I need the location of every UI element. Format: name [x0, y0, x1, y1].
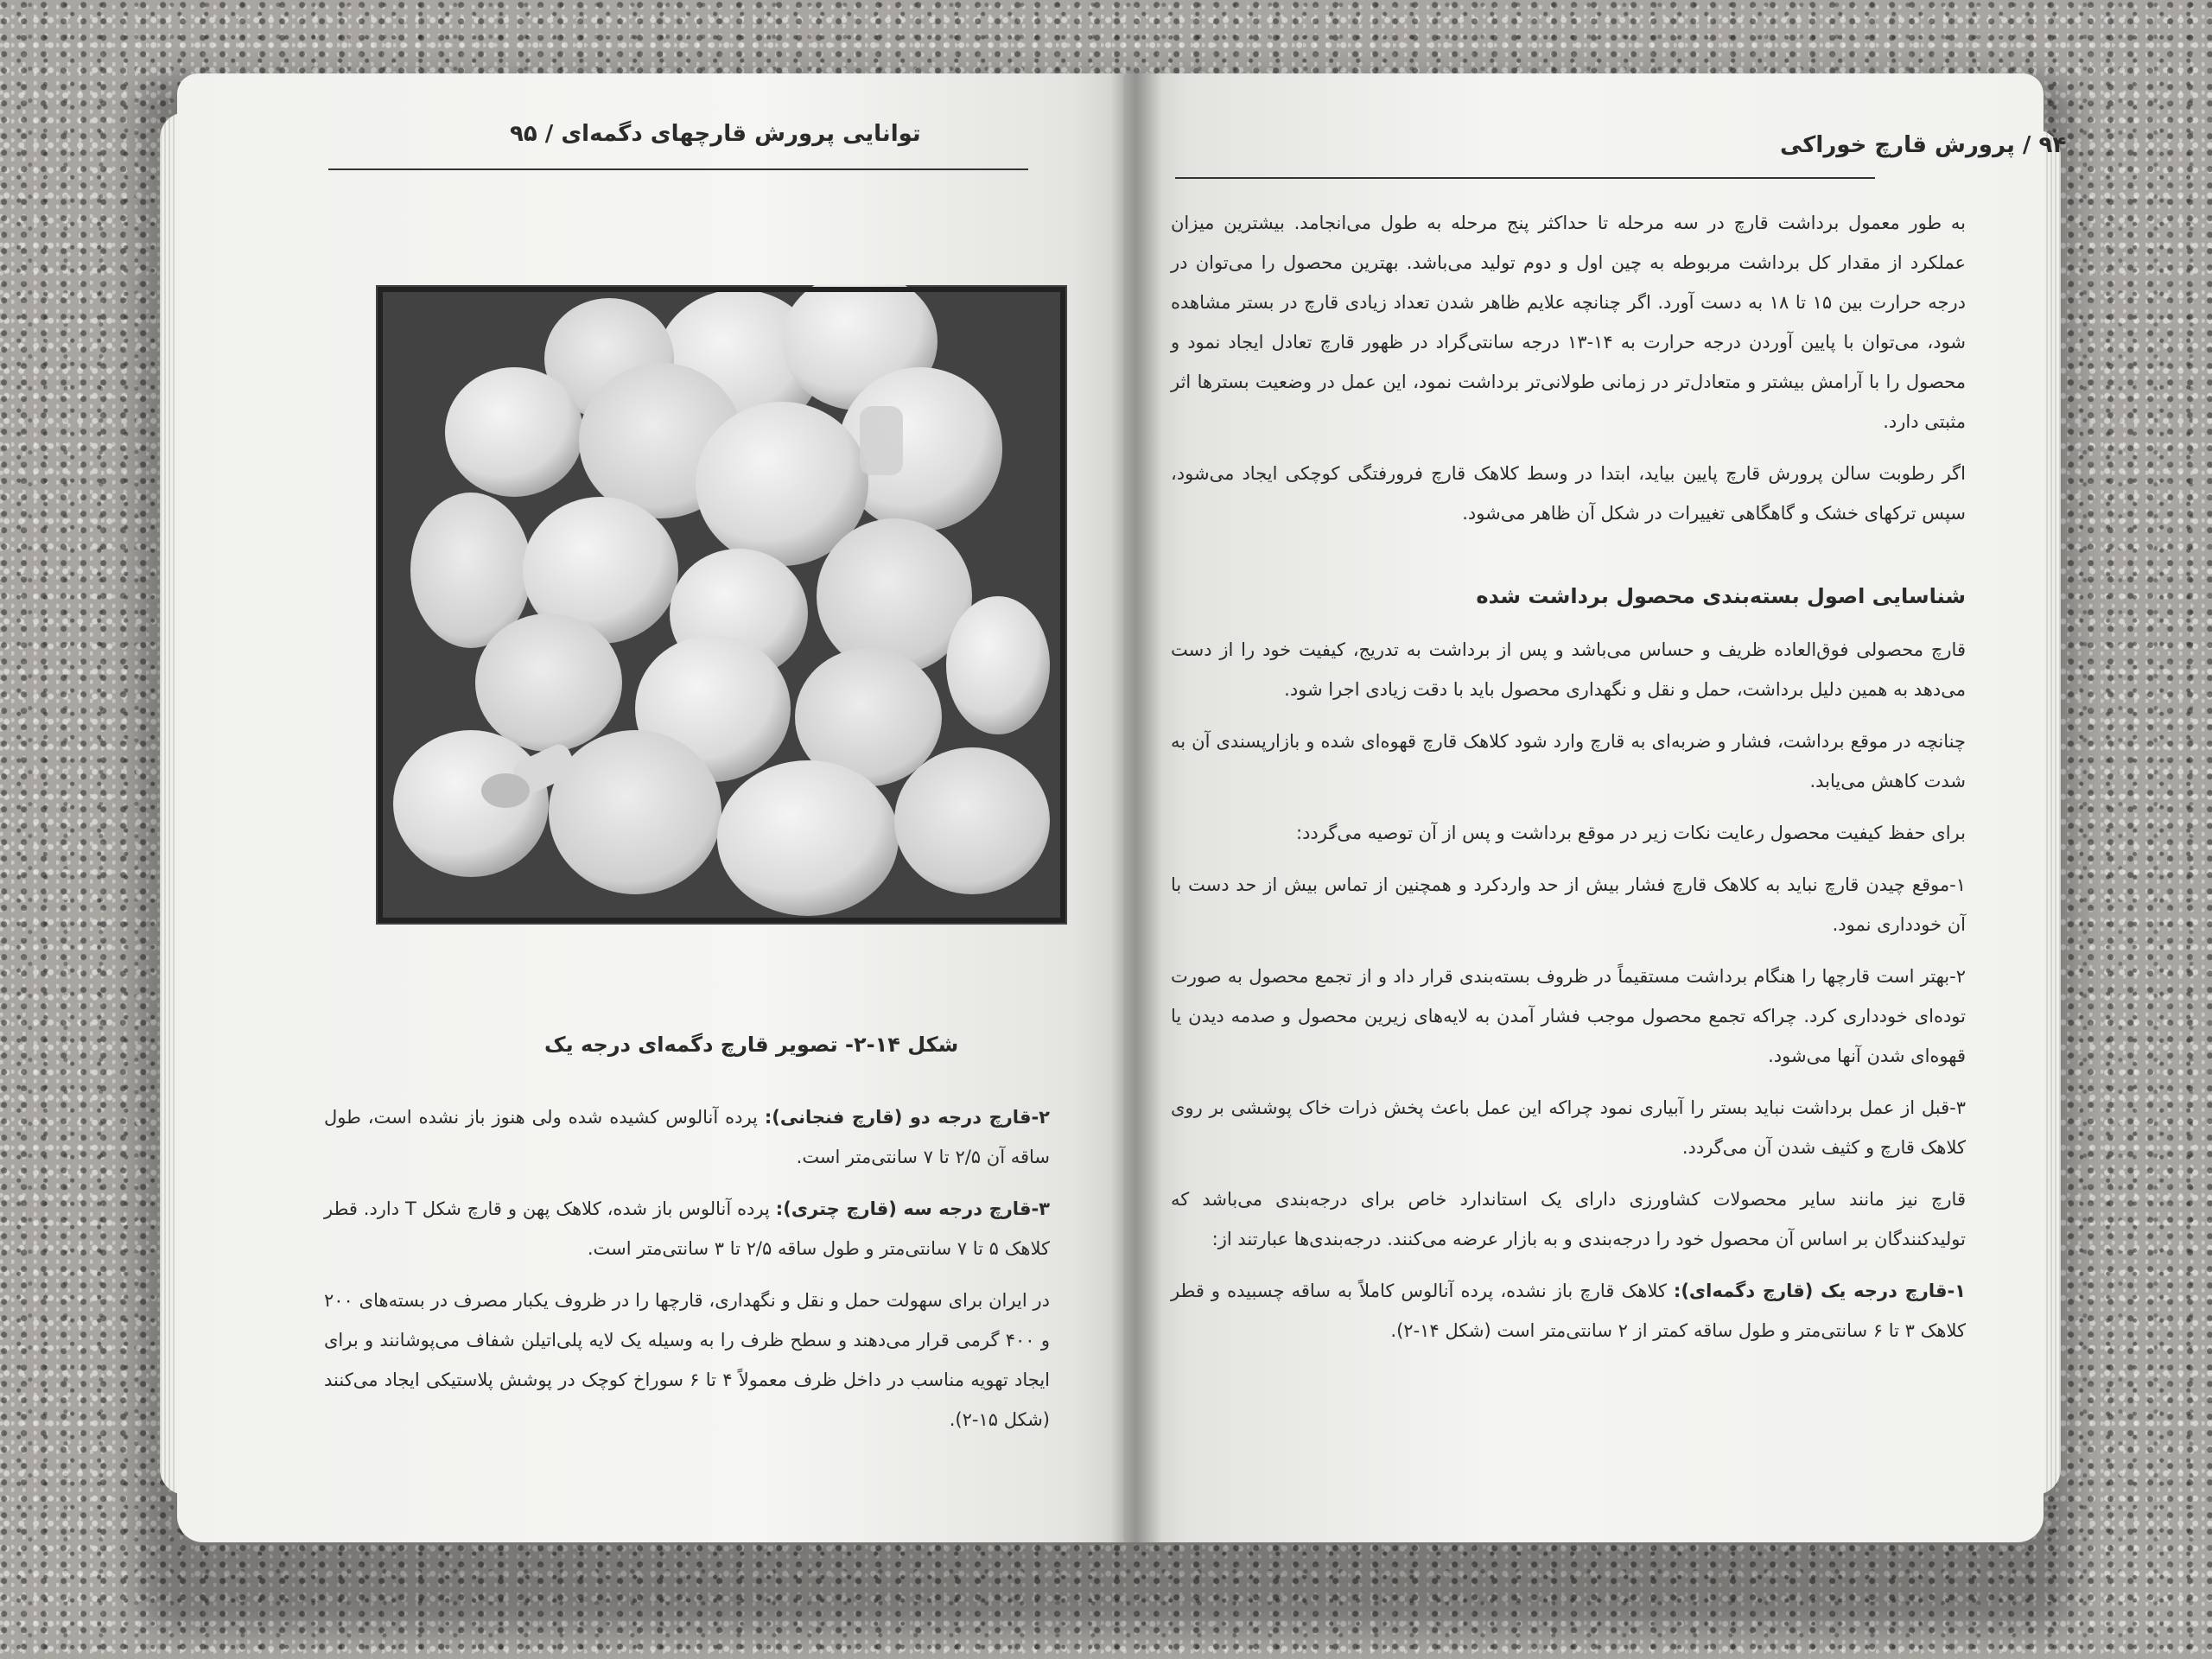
left-body-text: [324, 1097, 1050, 1452]
intro-paragraph-1: به طور معمول برداشت قارچ در سه مرحله تا حداکثر پنج مرحله به طول می‌انجامد. بیشترین میزان عملکرد از مقدار کل برداشت مربوطه به چین اول و دوم تولید می‌باشد. بهترین محصول را می‌توان در درجه حرارت بین ۱۵ تا ۱۸ به دست آورد. اگر چنانچه علایم ظاهر شدن تعداد زیادی قارچ در بستر مشاهده شود، می‌توان با پایین آوردن درجه حرارت به ۱۴-۱۳ درجه سانتی‌گراد در ظهور قارچ تعادل ایجاد نمود و محصول را با آرامش بیشتر و متعادل‌تر در زمانی طولانی‌تر برداشت نمود، این عمل در وضعیت بسترها اثر مثبتی دارد.: [1171, 213, 1966, 432]
right-head-rule: [1175, 177, 1875, 179]
grade-one-text: کلاهک قارچ باز نشده، پرده آنالوس کاملاً به ساقه چسبیده و قطر کلاهک ۳ تا ۶ سانتی‌متر و طول ساقه کمتر از ۲ سانتی‌متر است (شکل ۱۴-۲).: [1171, 1281, 1966, 1341]
intro-paragraph-2: اگر رطوبت سالن پرورش قارچ پایین بیاید، ابتدا در وسط کلاهک قارچ فرورفتگی کوچکی ایجاد می‌شود، سپس ترکهای خشک و گاهگاهی تغییرات در شکل آن ظاهر می‌شود.: [1171, 463, 1966, 524]
packaging-paragraph: [324, 1281, 1050, 1440]
right-body-text: [1171, 203, 1966, 1363]
grade-one-lead: ۱-قارچ درجه یک (قارچ دگمه‌ای):: [1673, 1281, 1966, 1301]
grade-two-paragraph: [324, 1097, 1050, 1177]
grade-one-paragraph: [1171, 1271, 1966, 1351]
mushrooms-photo: [376, 285, 1067, 925]
section-heading: شناسایی اصول بسته‌بندی محصول برداشت شده: [1476, 584, 1966, 608]
left-head-rule: [328, 168, 1028, 170]
grade-two-text: پرده آنالوس کشیده شده ولی هنوز باز نشده است، طول ساقه آن ۲/۵ تا ۷ سانتی‌متر است.: [324, 1107, 1050, 1167]
section-paragraph-2: چنانچه در موقع برداشت، فشار و ضربه‌ای به قارچ وارد شود کلاهک قارچ قهوه‌ای شده و بازارپسندی آن به شدت کاهش می‌یابد.: [1171, 731, 1966, 791]
grade-two-lead: ۲-قارچ درجه دو (قارچ فنجانی):: [764, 1107, 1050, 1128]
right-running-head: ۹۴ / پرورش قارچ خوراکی: [1780, 132, 2067, 158]
packaging-text: در ایران برای سهولت حمل و نقل و نگهداری، قارچها را در ظروف یکبار مصرف در بسته‌های ۲۰۰ و ۴۰۰ گرمی قرار می‌دهند و سطح ظرف را به وسیله یک لایه پلی‌اتیلن شفاف می‌پوشانند و برای ایجاد تهویه مناسب در داخل ظرف معمولاً ۴ تا ۶ سوراخ کوچک در پوشش پلاستیکی ایجاد می‌کنند (شکل ۱۵-۲).: [324, 1290, 1050, 1430]
left-page: [177, 73, 1149, 1542]
grade-three-lead: ۳-قارچ درجه سه (قارچ چتری):: [775, 1198, 1050, 1219]
right-page: [1123, 73, 2067, 1542]
mushrooms-photo-image: [376, 285, 1067, 925]
book-gutter: [1110, 73, 1162, 1542]
grade-three-paragraph: [324, 1189, 1050, 1268]
figure-caption: شکل ۱۴-۲- تصویر قارچ دگمه‌ای درجه یک: [544, 1033, 959, 1057]
left-running-head: توانایی پرورش قارچهای دگمه‌ای / ۹۵: [510, 121, 921, 147]
tip-item-3: ۳-قبل از عمل برداشت نباید بستر را آبیاری نمود چراکه این عمل باعث پخش ذرات خاک پوششی بر روی کلاهک قارچ و کثیف شدن آن می‌گردد.: [1171, 1097, 1966, 1158]
tip-item-2: ۲-بهتر است قارچها را هنگام برداشت مستقیماً در ظروف بسته‌بندی قرار داد و از تجمع محصول به صورت توده‌ای خودداری کرد. چراکه تجمع محصول موجب فشار آمدن به لایه‌های زیرین محصول و صدمه دیدن یا قهوه‌ای شدن آنها می‌شود.: [1171, 966, 1966, 1066]
tip-item-1: ۱-موقع چیدن قارچ نباید به کلاهک قارچ فشار بیش از حد واردکرد و همچنین از تماس بیش از حد دست با آن خودداری نمود.: [1171, 874, 1966, 935]
grade-three-text: پرده آنالوس باز شده، کلاهک پهن و قارچ شکل T دارد. قطر کلاهک ۵ تا ۷ سانتی‌متر و طول ساقه ۲/۵ تا ۳ سانتی‌متر است.: [324, 1198, 1050, 1259]
section-paragraph-3: برای حفظ کیفیت محصول رعایت نکات زیر در موقع برداشت و پس از آن توصیه می‌گردد:: [1296, 823, 1966, 843]
grading-intro-paragraph: قارچ نیز مانند سایر محصولات کشاورزی دارای یک استاندارد خاص برای درجه‌بندی می‌باشد که تولیدکنندگان بر اساس آن محصول خود را درجه‌بندی و به بازار عرضه می‌کنند. درجه‌بندی‌ها عبارتند از:: [1171, 1189, 1966, 1249]
section-paragraph-1: قارچ محصولی فوق‌العاده ظریف و حساس می‌باشد و پس از برداشت به تدریج، کیفیت خود را از دست می‌دهد به همین دلیل برداشت، حمل و نقل و نگهداری محصول باید با دقت زیادی اجرا شود.: [1171, 639, 1966, 700]
